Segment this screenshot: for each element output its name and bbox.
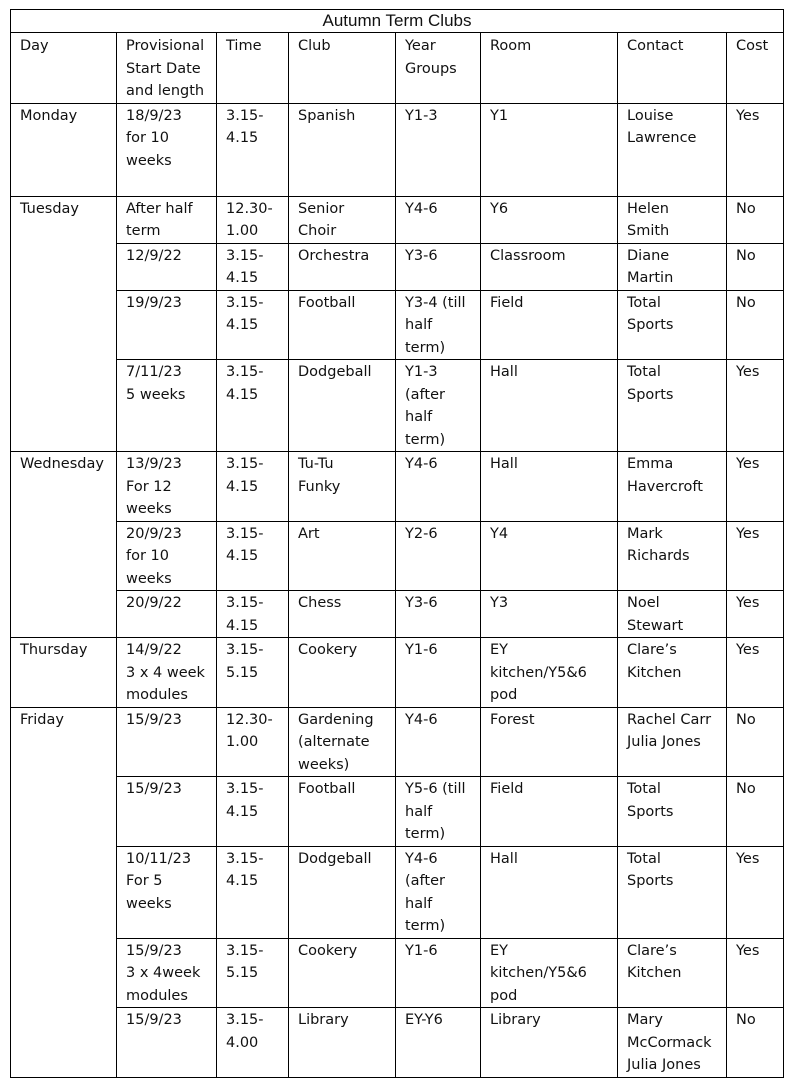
time-cell: 3.15- 4.15 xyxy=(217,846,289,938)
club-cell: Spanish xyxy=(289,103,396,196)
cost-cell: No xyxy=(727,707,784,777)
column-header-year-groups: Year Groups xyxy=(396,33,481,104)
time-cell: 12.30- 1.00 xyxy=(217,196,289,243)
year-groups-cell: Y2-6 xyxy=(396,521,481,591)
start-date-cell: 10/11/23 For 5 weeks xyxy=(117,846,217,938)
time-cell: 3.15- 4.15 xyxy=(217,591,289,638)
start-date-cell: 13/9/23 For 12 weeks xyxy=(117,452,217,522)
column-header-day: Day xyxy=(11,33,117,104)
room-cell: EY kitchen/Y5&6 pod xyxy=(481,938,618,1008)
contact-cell: Mary McCormack Julia Jones xyxy=(618,1008,727,1078)
day-cell: Wednesday xyxy=(11,452,117,638)
time-cell: 3.15- 4.15 xyxy=(217,521,289,591)
cost-cell: Yes xyxy=(727,103,784,196)
room-cell: Y1 xyxy=(481,103,618,196)
year-groups-cell: Y1-3 (after half term) xyxy=(396,360,481,452)
column-header-start-date: Provisional Start Date and length xyxy=(117,33,217,104)
table-row xyxy=(11,777,784,847)
cost-cell: No xyxy=(727,196,784,243)
time-cell: 3.15- 4.15 xyxy=(217,243,289,290)
time-cell: 3.15- 4.15 xyxy=(217,290,289,360)
year-groups-cell: Y1-3 xyxy=(396,103,481,196)
day-cell: Tuesday xyxy=(11,196,117,452)
table-row xyxy=(11,243,784,290)
year-groups-cell: Y1-6 xyxy=(396,938,481,1008)
start-date-cell: 15/9/23 xyxy=(117,707,217,777)
start-date-cell: 20/9/22 xyxy=(117,591,217,638)
start-date-cell: 19/9/23 xyxy=(117,290,217,360)
contact-cell: Total Sports xyxy=(618,360,727,452)
year-groups-cell: Y4-6 (after half term) xyxy=(396,846,481,938)
club-cell: Dodgeball xyxy=(289,360,396,452)
table-row xyxy=(11,521,784,591)
contact-cell: Total Sports xyxy=(618,846,727,938)
year-groups-cell: Y1-6 xyxy=(396,638,481,708)
column-header-contact: Contact xyxy=(618,33,727,104)
room-cell: Field xyxy=(481,290,618,360)
time-cell: 3.15- 4.15 xyxy=(217,452,289,522)
club-cell: Football xyxy=(289,777,396,847)
start-date-cell: 7/11/23 5 weeks xyxy=(117,360,217,452)
contact-cell: Helen Smith xyxy=(618,196,727,243)
club-cell: Senior Choir xyxy=(289,196,396,243)
day-cell: Monday xyxy=(11,103,117,196)
table-row xyxy=(11,360,784,452)
room-cell: Hall xyxy=(481,360,618,452)
contact-cell: Diane Martin xyxy=(618,243,727,290)
club-cell: Cookery xyxy=(289,938,396,1008)
year-groups-cell: Y3-4 (till half term) xyxy=(396,290,481,360)
contact-cell: Total Sports xyxy=(618,777,727,847)
room-cell: Hall xyxy=(481,846,618,938)
time-cell: 3.15- 5.15 xyxy=(217,938,289,1008)
time-cell: 3.15- 4.00 xyxy=(217,1008,289,1078)
club-cell: Cookery xyxy=(289,638,396,708)
table-row xyxy=(11,103,784,196)
room-cell: Forest xyxy=(481,707,618,777)
club-cell: Football xyxy=(289,290,396,360)
year-groups-cell: Y4-6 xyxy=(396,196,481,243)
cost-cell: No xyxy=(727,290,784,360)
column-header-room: Room xyxy=(481,33,618,104)
room-cell: Y4 xyxy=(481,521,618,591)
header-row xyxy=(11,33,784,104)
contact-cell: Clare’s Kitchen xyxy=(618,638,727,708)
time-cell: 12.30- 1.00 xyxy=(217,707,289,777)
room-cell: Field xyxy=(481,777,618,847)
cost-cell: Yes xyxy=(727,521,784,591)
start-date-cell: 18/9/23 for 10 weeks xyxy=(117,103,217,196)
contact-cell: Emma Havercroft xyxy=(618,452,727,522)
table-row xyxy=(11,196,784,243)
club-cell: Orchestra xyxy=(289,243,396,290)
room-cell: Y3 xyxy=(481,591,618,638)
time-cell: 3.15- 4.15 xyxy=(217,103,289,196)
contact-cell: Louise Lawrence xyxy=(618,103,727,196)
room-cell: Classroom xyxy=(481,243,618,290)
table-row xyxy=(11,638,784,708)
start-date-cell: After half term xyxy=(117,196,217,243)
room-cell: Hall xyxy=(481,452,618,522)
cost-cell: Yes xyxy=(727,591,784,638)
table-title: Autumn Term Clubs xyxy=(11,10,784,33)
start-date-cell: 14/9/22 3 x 4 week modules xyxy=(117,638,217,708)
room-cell: Library xyxy=(481,1008,618,1078)
cost-cell: Yes xyxy=(727,452,784,522)
start-date-cell: 20/9/23 for 10 weeks xyxy=(117,521,217,591)
club-cell: Gardening (alternate weeks) xyxy=(289,707,396,777)
day-cell: Friday xyxy=(11,707,117,1077)
table-row xyxy=(11,290,784,360)
column-header-time: Time xyxy=(217,33,289,104)
table-row xyxy=(11,591,784,638)
table-row xyxy=(11,1008,784,1078)
table-body xyxy=(11,103,784,1077)
start-date-cell: 15/9/23 xyxy=(117,777,217,847)
club-cell: Chess xyxy=(289,591,396,638)
clubs-table xyxy=(10,9,784,1078)
column-header-club: Club xyxy=(289,33,396,104)
club-cell: Tu-Tu Funky xyxy=(289,452,396,522)
contact-cell: Clare’s Kitchen xyxy=(618,938,727,1008)
year-groups-cell: Y5-6 (till half term) xyxy=(396,777,481,847)
cost-cell: Yes xyxy=(727,938,784,1008)
contact-cell: Noel Stewart xyxy=(618,591,727,638)
day-cell: Thursday xyxy=(11,638,117,708)
start-date-cell: 12/9/22 xyxy=(117,243,217,290)
contact-cell: Total Sports xyxy=(618,290,727,360)
start-date-cell: 15/9/23 xyxy=(117,1008,217,1078)
room-cell: Y6 xyxy=(481,196,618,243)
time-cell: 3.15- 5.15 xyxy=(217,638,289,708)
cost-cell: Yes xyxy=(727,638,784,708)
table-row xyxy=(11,938,784,1008)
contact-cell: Rachel Carr Julia Jones xyxy=(618,707,727,777)
table-row xyxy=(11,452,784,522)
cost-cell: No xyxy=(727,1008,784,1078)
time-cell: 3.15- 4.15 xyxy=(217,360,289,452)
cost-cell: No xyxy=(727,777,784,847)
year-groups-cell: Y4-6 xyxy=(396,707,481,777)
year-groups-cell: EY-Y6 xyxy=(396,1008,481,1078)
club-cell: Library xyxy=(289,1008,396,1078)
table-row xyxy=(11,846,784,938)
cost-cell: Yes xyxy=(727,846,784,938)
table-row xyxy=(11,707,784,777)
time-cell: 3.15- 4.15 xyxy=(217,777,289,847)
room-cell: EY kitchen/Y5&6 pod xyxy=(481,638,618,708)
start-date-cell: 15/9/23 3 x 4week modules xyxy=(117,938,217,1008)
year-groups-cell: Y3-6 xyxy=(396,243,481,290)
club-cell: Art xyxy=(289,521,396,591)
column-header-cost: Cost xyxy=(727,33,784,104)
contact-cell: Mark Richards xyxy=(618,521,727,591)
club-cell: Dodgeball xyxy=(289,846,396,938)
year-groups-cell: Y4-6 xyxy=(396,452,481,522)
cost-cell: Yes xyxy=(727,360,784,452)
year-groups-cell: Y3-6 xyxy=(396,591,481,638)
cost-cell: No xyxy=(727,243,784,290)
